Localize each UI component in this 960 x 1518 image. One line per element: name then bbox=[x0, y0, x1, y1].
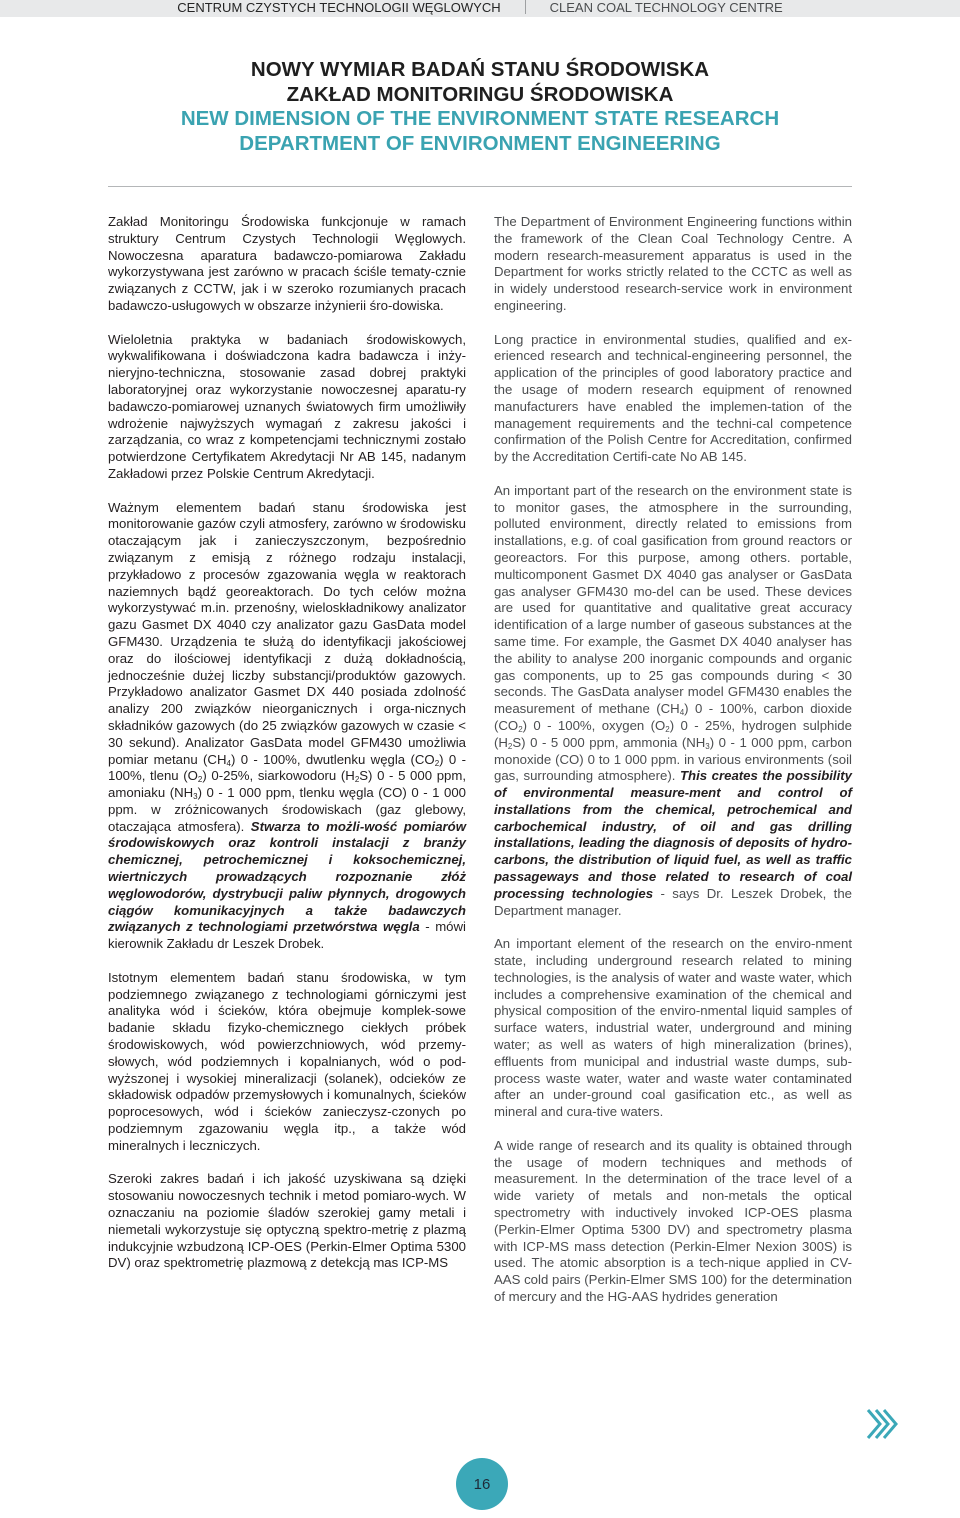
paragraph: Long practice in environmental studies, qualified and ex-erienced research and technical-engineering personnel, the application of the principles of good laboratory practice and the usage of modern research equipment of renowned manufacturers have enabled the implemen-tation of the management requirements and the techni-cal competence confirmation of the Polish Centre for Accreditation, confirmed by the Accreditation Certifi-cate No AB 145. bbox=[494, 331, 852, 465]
double-chevron-right-icon bbox=[864, 1404, 904, 1444]
paragraph: Zakład Monitoringu Środowiska funkcjonuje w ramach struktury Centrum Czystych Technologii Węglowych. Nowoczesna aparatura badawczo-pomiarowa Zakładu wykorzystywana jest zarówno w pracach ściśle tematy-cznie związanych z CCTW, jak i w szeroko rozumianych pracach badawczo-usługowych w obszarze inżynierii śro-dowiska. bbox=[108, 214, 466, 313]
article-title bbox=[0, 58, 960, 156]
paragraph: An important part of the research on the environment state is to monitor gases, the atmosphere in the surrounding, polluted environment, directly related to emissions from installations, e.g. of coal gasification from ground reactors or georeactors. For this purpose, among others. portable, multicomponent Gasmet DX 4040 gas analyser or GasData gas analyser GFM430 mo-del can be used. These devices are used for quantitative and qualitative great accuracy identification of a large number of gaseous substances at the same time. For example, the Gasmet DX 4040 analyser has the ability to analyse 200 inorganic compounds and organic gas components, up to 25 gas compounds during < 30 seconds. The GasData analyser model GFM430 enables the measurement of methane $(CH_4)$ 0 - 100%, carbon dioxide $(CO_2)$ 0 - 100%, oxygen $(O_2)$ 0 - 25%, hydrogen sulphide $(H_2S)$ 0 - 5 000 ppm, ammonia $(NH_3)$ 0 - 1 000 ppm, carbon monoxide (CO) 0 to 1 000 ppm. in various environments (soil gas, surrounding atmosphere). This creates the possibility of environmental measure-ment and control of installations from the chemical, petrochemical and carbochemical industry, of oil and gas drilling installations, leading the diagnosis of deposits of hydro-carbons, the distribution of liquid fuel, as well as traffic passageways and those related to research of coal processing technologies - says Dr. Leszek Drobek, the Department manager. bbox=[494, 482, 853, 918]
quote-emphasis: Stwarza to możli-wość pomiarów środowiskowych oraz kontroli instalacji z branży chemicznej, petrochemicznej i koksochemicznej, wiertniczych prowadzących rozpoznanie złóż węglowodorów, dystrybucji paliw płynnych, drogowych ciągów komunikacyjnych a także badawczych związanych z technologiami przetwórstwa węgla bbox=[108, 818, 466, 935]
header-right: CLEAN COAL TECHNOLOGY CENTRE bbox=[549, 0, 783, 15]
title-pl-line2: ZAKŁAD MONITORINGU ŚRODOWISKA bbox=[286, 82, 674, 106]
page-number: 16 bbox=[473, 1475, 491, 1493]
english-column bbox=[494, 214, 852, 1323]
header-separator bbox=[525, 0, 526, 14]
paragraph: An important element of the research on the enviro-nment state, including underground research related to mining technologies, is the analysis of water and waste water, which includes a comprehensive examination of the chemical and physical composition of the enviro-nmental liquid samples of surface waters, industrial water, underground and mining water; as well as waters of high mineralization (brines), effluents from municipal and industrial waste dumps, sub-process waste water, water and waste water contaminated after an under-ground coal gasification etc., as well as mineral and cura-tive waters. bbox=[494, 936, 852, 1120]
title-en-line1: NEW DIMENSION OF THE ENVIRONMENT STATE RESEARCH bbox=[180, 107, 780, 130]
running-header bbox=[0, 0, 960, 17]
paragraph: The Department of Environment Engineering functions within the framework of the Clean Coal Technology Centre. A modern research-measurement apparatus is used in the Department for works strictly related to the CCTC as well as in widely understood research-service work in environment engineering. bbox=[494, 214, 852, 313]
paragraph: Szeroki zakres badań i ich jakość uzyskiwana są dzięki stosowaniu nowoczesnych technik i metod pomiaro-wych. W oznaczaniu na poziomie śladów szerokiej gamy metali i niemetali wykorzystuje się optyczną spektro-metrię z plazmą indukcyjnie wzbudzoną ICP-OES (Perkin-Elmer Optima 5300 DV) oraz spektrometrię plazmową z detekcją mas ICP-MS bbox=[108, 1171, 466, 1271]
title-en-line2: DEPARTMENT OF ENVIRONMENT ENGINEERING bbox=[239, 131, 721, 155]
paragraph: A wide range of research and its quality is obtained through the usage of modern techniques and methods of measurement. In the determination of the trace level of a wide variety of metals and non-metals the optical spectrometry with inductively invoked ICP-OES plasma (Perkin-Elmer Optima 5300 DV) and spectrometry plasma with ICP-MS mass detection (Perkin-Elmer Nexion 300S) is used. The atomic absorption is a tech-nique applied in CV-AAS cold pairs (Perkin-Elmer SMS 100) for the determination of mercury and the HG-AAS hydrides generation bbox=[494, 1137, 852, 1304]
header-left: CENTRUM CZYSTYCH TECHNOLOGII WĘGLOWYCH bbox=[177, 0, 501, 15]
title-divider bbox=[108, 186, 852, 187]
paragraph: Ważnym elementem badań stanu środowiska jest monitorowanie gazów czyli atmosfery, zarówno w środowisku otaczającym jak i zanieczyszczonym, bezpośrednio związanym z emisją z różnego rodzaju instalacji, przykładowo z procesów zgazowania węgla w reaktorach naziemnych bądź georeaktorach. Do tych celów można wykorzystywać m.in. przenośny, wieloskładnikowy analizator gazu Gasmet DX 4040 czy analizator gazu GasData model GFM430. Urządzenia te służą do identyfikacji jakościowej oraz do ilościowej identyfikacji z dużą dokładnością, jednocześnie dużej liczby substancji/produktów gazowych. Przykładowo analizator Gasmet DX 440 posiada zdolność analizy 200 związków nieorganicznych i orga-nicznych składników gazowych (do 25 związków gazowych w czasie < 30 sekund). Analizator GasData model GFM430 umożliwia pomiar metanu $(CH_4)$ 0 - 100%, dwutlenku węgla $(CO_2)$ 0 - 100%, tlenu $(O_2)$ 0-25%, siarkowodoru $(H_2S)$ 0 - 5 000 ppm, amoniaku $(NH_3)$ 0 - 1 000 ppm, tlenku węgla (CO) 0 - 1 000 ppm. w zróżnicowanych środowiskach (gaz glebowy, otaczająca atmosfera). Stwarza to możli-wość pomiarów środowiskowych oraz kontroli instalacji z branży chemicznej, petrochemicznej i koksochemicznej, wiertniczych prowadzących rozpoznanie złóż węglowodorów, dystrybucji paliw płynnych, drogowych ciągów komunikacyjnych a także badawczych związanych z technologiami przetwórstwa węgla - mówi kierownik Zakładu dr Leszek Drobek. bbox=[108, 499, 467, 952]
quote-emphasis: This creates the possibility of environmental measure-ment and control of installations from the chemical, petrochemical and carbochemical industry, of oil and gas drilling installations, leading the diagnosis of deposits of hydro-carbons, the distribution of liquid fuel, as well as traffic passageways and those related to research of coal processing technologies bbox=[494, 768, 852, 901]
paragraph: Wieloletnia praktyka w badaniach środowiskowych, wykwalifikowana i doświadczona kadra badawcza i inży-nieryjno-techniczna, stosowanie zasad dobrej praktyki laboratoryjnej oraz wykorzystanie nowoczesnej aparatu-ry badawczo-pomiarowej uznanych światowych firm umożliwiły wdrożenie najwyższych wymagań z zakresu jakości i zarządzania, co wraz z kompetencjami technicznymi zostało potwierdzone Certyfikatem Akredytacji Nr AB 145, nadanym Zakładowi przez Polskie Centrum Akredytacji. bbox=[108, 331, 466, 481]
title-pl-line1: NOWY WYMIAR BADAŃ STANU ŚRODOWISKA bbox=[250, 58, 710, 81]
page-number-badge bbox=[456, 1458, 508, 1510]
paragraph: Istotnym elementem badań stanu środowiska, w tym podziemnego związanego z technologiami górniczymi jest analityka wód i ścieków, która obejmuje komplek-sowe badanie składu fizyko-chemicznego ciekłych próbek środowiskowych, wód powierzchniowych, wód przemy-słowych, wód podziemnych i kopalnianych, wód o pod-wyższonej i wysokiej mineralizacji (solanek), odcieków ze składowisk odpadów przemysłowych i komunalnych, ścieków poprocesowych, wód i ścieków zanieczysz-czonych po podziemnym zgazowaniu węgla itp., a także wód mineralnych i leczniczych. bbox=[108, 969, 466, 1153]
polish-column bbox=[108, 214, 466, 1289]
